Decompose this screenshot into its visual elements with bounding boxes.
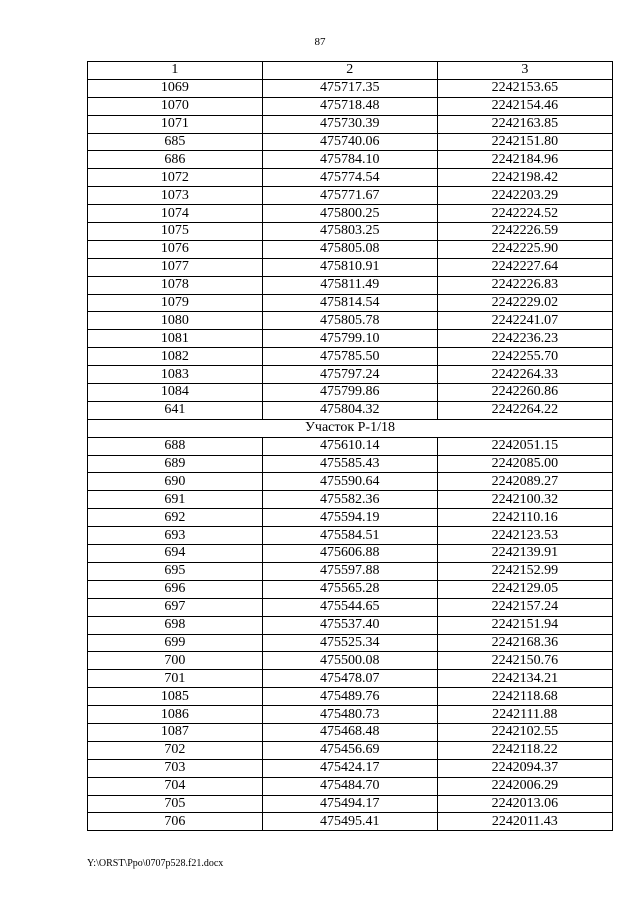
table-row [88, 258, 613, 276]
y-coordinate-cell: 2242264.33 [437, 366, 612, 384]
x-coordinate-cell: 475803.25 [262, 223, 437, 241]
table-row [88, 455, 613, 473]
point-number-cell: 1074 [88, 205, 263, 223]
x-coordinate-cell: 475582.36 [262, 491, 437, 509]
y-coordinate-cell: 2242198.42 [437, 169, 612, 187]
table-row [88, 741, 613, 759]
y-coordinate-cell: 2242152.99 [437, 562, 612, 580]
table-row [88, 294, 613, 312]
table-row [88, 777, 613, 795]
point-number-cell: 700 [88, 652, 263, 670]
table-row [88, 223, 613, 241]
y-coordinate-cell: 2242151.94 [437, 616, 612, 634]
table-row [88, 688, 613, 706]
y-coordinate-cell: 2242150.76 [437, 652, 612, 670]
y-coordinate-cell: 2242227.64 [437, 258, 612, 276]
y-coordinate-cell: 2242118.22 [437, 741, 612, 759]
x-coordinate-cell: 475597.88 [262, 562, 437, 580]
column-header: 3 [437, 62, 612, 80]
point-number-cell: 1080 [88, 312, 263, 330]
table-row [88, 723, 613, 741]
x-coordinate-cell: 475585.43 [262, 455, 437, 473]
x-coordinate-cell: 475785.50 [262, 348, 437, 366]
y-coordinate-cell: 2242264.22 [437, 401, 612, 419]
point-number-cell: 689 [88, 455, 263, 473]
table-row [88, 580, 613, 598]
table-row [88, 205, 613, 223]
x-coordinate-cell: 475784.10 [262, 151, 437, 169]
table-row [88, 115, 613, 133]
x-coordinate-cell: 475606.88 [262, 545, 437, 563]
y-coordinate-cell: 2242203.29 [437, 187, 612, 205]
point-number-cell: 1083 [88, 366, 263, 384]
x-coordinate-cell: 475478.07 [262, 670, 437, 688]
y-coordinate-cell: 2242139.91 [437, 545, 612, 563]
table-row [88, 366, 613, 384]
point-number-cell: 701 [88, 670, 263, 688]
point-number-cell: 702 [88, 741, 263, 759]
x-coordinate-cell: 475494.17 [262, 795, 437, 813]
x-coordinate-cell: 475565.28 [262, 580, 437, 598]
section-row [88, 419, 613, 437]
point-number-cell: 1069 [88, 79, 263, 97]
x-coordinate-cell: 475456.69 [262, 741, 437, 759]
table-row [88, 795, 613, 813]
point-number-cell: 1073 [88, 187, 263, 205]
x-coordinate-cell: 475718.48 [262, 97, 437, 115]
point-number-cell: 1087 [88, 723, 263, 741]
point-number-cell: 1082 [88, 348, 263, 366]
table-row [88, 276, 613, 294]
point-number-cell: 1076 [88, 240, 263, 258]
table-row [88, 527, 613, 545]
x-coordinate-cell: 475740.06 [262, 133, 437, 151]
point-number-cell: 1081 [88, 330, 263, 348]
x-coordinate-cell: 475590.64 [262, 473, 437, 491]
y-coordinate-cell: 2242255.70 [437, 348, 612, 366]
point-number-cell: 1078 [88, 276, 263, 294]
column-header: 2 [262, 62, 437, 80]
table-row [88, 598, 613, 616]
x-coordinate-cell: 475544.65 [262, 598, 437, 616]
point-number-cell: 698 [88, 616, 263, 634]
y-coordinate-cell: 2242226.59 [437, 223, 612, 241]
x-coordinate-cell: 475814.54 [262, 294, 437, 312]
x-coordinate-cell: 475774.54 [262, 169, 437, 187]
table-row [88, 79, 613, 97]
point-number-cell: 695 [88, 562, 263, 580]
point-number-cell: 1075 [88, 223, 263, 241]
table-row [88, 652, 613, 670]
x-coordinate-cell: 475537.40 [262, 616, 437, 634]
x-coordinate-cell: 475584.51 [262, 527, 437, 545]
coordinates-table [87, 61, 613, 831]
point-number-cell: 641 [88, 401, 263, 419]
point-number-cell: 1072 [88, 169, 263, 187]
y-coordinate-cell: 2242094.37 [437, 759, 612, 777]
x-coordinate-cell: 475811.49 [262, 276, 437, 294]
point-number-cell: 694 [88, 545, 263, 563]
y-coordinate-cell: 2242153.65 [437, 79, 612, 97]
table-row [88, 151, 613, 169]
point-number-cell: 704 [88, 777, 263, 795]
table-row [88, 401, 613, 419]
y-coordinate-cell: 2242100.32 [437, 491, 612, 509]
y-coordinate-cell: 2242241.07 [437, 312, 612, 330]
point-number-cell: 685 [88, 133, 263, 151]
y-coordinate-cell: 2242224.52 [437, 205, 612, 223]
table-row [88, 384, 613, 402]
table-row [88, 133, 613, 151]
table-row [88, 97, 613, 115]
y-coordinate-cell: 2242129.05 [437, 580, 612, 598]
x-coordinate-cell: 475799.86 [262, 384, 437, 402]
table-row [88, 634, 613, 652]
x-coordinate-cell: 475489.76 [262, 688, 437, 706]
point-number-cell: 1070 [88, 97, 263, 115]
point-number-cell: 705 [88, 795, 263, 813]
page-number: 87 [314, 36, 326, 48]
x-coordinate-cell: 475717.35 [262, 79, 437, 97]
point-number-cell: 697 [88, 598, 263, 616]
table-row [88, 437, 613, 455]
point-number-cell: 699 [88, 634, 263, 652]
x-coordinate-cell: 475805.08 [262, 240, 437, 258]
table-row [88, 312, 613, 330]
x-coordinate-cell: 475810.91 [262, 258, 437, 276]
point-number-cell: 1084 [88, 384, 263, 402]
point-number-cell: 690 [88, 473, 263, 491]
point-number-cell: 703 [88, 759, 263, 777]
table-row [88, 509, 613, 527]
y-coordinate-cell: 2242157.24 [437, 598, 612, 616]
table-header-row [88, 62, 613, 80]
point-number-cell: 1071 [88, 115, 263, 133]
y-coordinate-cell: 2242051.15 [437, 437, 612, 455]
point-number-cell: 691 [88, 491, 263, 509]
y-coordinate-cell: 2242154.46 [437, 97, 612, 115]
x-coordinate-cell: 475805.78 [262, 312, 437, 330]
y-coordinate-cell: 2242089.27 [437, 473, 612, 491]
table-row [88, 670, 613, 688]
y-coordinate-cell: 2242085.00 [437, 455, 612, 473]
point-number-cell: 693 [88, 527, 263, 545]
table-row [88, 330, 613, 348]
point-number-cell: 692 [88, 509, 263, 527]
point-number-cell: 1086 [88, 706, 263, 724]
y-coordinate-cell: 2242111.88 [437, 706, 612, 724]
table-row [88, 616, 613, 634]
x-coordinate-cell: 475594.19 [262, 509, 437, 527]
section-title: Участок Р-1/18 [88, 419, 613, 437]
table-row [88, 545, 613, 563]
table-row [88, 169, 613, 187]
table-row [88, 473, 613, 491]
y-coordinate-cell: 2242236.23 [437, 330, 612, 348]
x-coordinate-cell: 475480.73 [262, 706, 437, 724]
x-coordinate-cell: 475468.48 [262, 723, 437, 741]
y-coordinate-cell: 2242226.83 [437, 276, 612, 294]
y-coordinate-cell: 2242118.68 [437, 688, 612, 706]
x-coordinate-cell: 475730.39 [262, 115, 437, 133]
x-coordinate-cell: 475500.08 [262, 652, 437, 670]
coordinates-table-body [88, 62, 613, 831]
point-number-cell: 706 [88, 813, 263, 831]
table-row [88, 491, 613, 509]
x-coordinate-cell: 475525.34 [262, 634, 437, 652]
x-coordinate-cell: 475424.17 [262, 759, 437, 777]
y-coordinate-cell: 2242102.55 [437, 723, 612, 741]
point-number-cell: 686 [88, 151, 263, 169]
table-row [88, 240, 613, 258]
y-coordinate-cell: 2242163.85 [437, 115, 612, 133]
table-row [88, 706, 613, 724]
y-coordinate-cell: 2242110.16 [437, 509, 612, 527]
table-row [88, 759, 613, 777]
point-number-cell: 696 [88, 580, 263, 598]
file-path-footer: Y:\ORST\Ppo\0707p528.f21.docx [87, 858, 224, 869]
y-coordinate-cell: 2242225.90 [437, 240, 612, 258]
x-coordinate-cell: 475484.70 [262, 777, 437, 795]
x-coordinate-cell: 475610.14 [262, 437, 437, 455]
y-coordinate-cell: 2242151.80 [437, 133, 612, 151]
y-coordinate-cell: 2242134.21 [437, 670, 612, 688]
column-header: 1 [88, 62, 263, 80]
x-coordinate-cell: 475800.25 [262, 205, 437, 223]
y-coordinate-cell: 2242168.36 [437, 634, 612, 652]
y-coordinate-cell: 2242011.43 [437, 813, 612, 831]
point-number-cell: 1077 [88, 258, 263, 276]
x-coordinate-cell: 475771.67 [262, 187, 437, 205]
x-coordinate-cell: 475495.41 [262, 813, 437, 831]
y-coordinate-cell: 2242184.96 [437, 151, 612, 169]
x-coordinate-cell: 475797.24 [262, 366, 437, 384]
y-coordinate-cell: 2242013.06 [437, 795, 612, 813]
y-coordinate-cell: 2242006.29 [437, 777, 612, 795]
point-number-cell: 688 [88, 437, 263, 455]
point-number-cell: 1079 [88, 294, 263, 312]
table-row [88, 562, 613, 580]
table-row [88, 187, 613, 205]
table-row [88, 813, 613, 831]
x-coordinate-cell: 475799.10 [262, 330, 437, 348]
y-coordinate-cell: 2242260.86 [437, 384, 612, 402]
table-row [88, 348, 613, 366]
y-coordinate-cell: 2242229.02 [437, 294, 612, 312]
x-coordinate-cell: 475804.32 [262, 401, 437, 419]
point-number-cell: 1085 [88, 688, 263, 706]
y-coordinate-cell: 2242123.53 [437, 527, 612, 545]
